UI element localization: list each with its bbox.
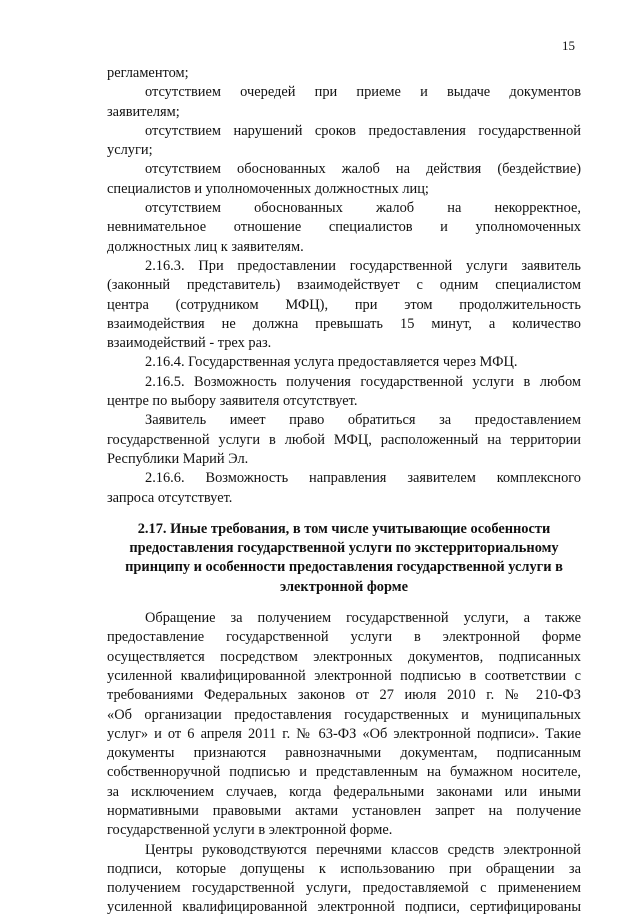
text-line: усиленной квалифицированной электронной подписью в соответствии с [107, 667, 581, 684]
text-line: документы признаются равнозначными документам, подписанным [107, 745, 581, 762]
text-line: 2.16.3. При предоставлении государственной услуги заявитель [145, 257, 581, 274]
spacer [107, 508, 581, 520]
text-line: 2.16.4. Государственная услуга предоставляется через МФЦ. [145, 354, 518, 371]
text-line: отсутствием обоснованных жалоб на некорректное, [145, 200, 581, 217]
document-body [107, 64, 581, 918]
text-line: (законный представитель) взаимодействует с одним специалистом [107, 277, 581, 294]
text-line: «Об организации предоставления государственных и муниципальных [107, 706, 581, 723]
text-line: осуществляется посредством электронных документов, подписанных [107, 648, 581, 665]
spacer [107, 597, 581, 609]
text-line: усиленной квалифицированной электронной подписи, сертифицированы [107, 899, 581, 916]
text-line: взаимодействий - трех раз. [107, 335, 272, 352]
text-line: Обращение за получением государственной услуги, а также [145, 610, 581, 627]
paragraph-block-2-17 [107, 609, 581, 918]
text-line: Центры руководствуются перечнями классов средств электронной [145, 841, 581, 858]
text-line: специалистов и уполномоченных должностных лиц; [107, 180, 429, 197]
page-number: 15 [562, 38, 575, 53]
heading-line: 2.17. Иные требования, в том числе учитывающие особенности [137, 520, 551, 537]
text-line: за исключением случаев, когда федеральными законами или иными [107, 783, 581, 800]
text-line: запроса отсутствует. [107, 489, 233, 506]
heading-line: предоставления государственной услуги по экстерриториальному [129, 540, 559, 557]
text-line: взаимодействия не должна превышать 15 минут, а количество [107, 315, 581, 332]
text-line: регламентом; [107, 65, 189, 81]
text-line: Республики Марий Эл. [107, 450, 249, 467]
text-line: невнимательное отношение специалистов и уполномоченных [107, 219, 581, 236]
text-line: государственной услуги в любой МФЦ, расположенный на территории [107, 431, 581, 448]
section-heading-2-17 [107, 520, 581, 597]
text-line: центра (сотрудником МФЦ), при этом продолжительность [107, 296, 581, 313]
text-line: собственноручной подписью и представленным на бумажном носителе, [107, 764, 581, 781]
heading-line: принципу и особенности предоставления государственной услуги в [125, 559, 563, 576]
text-line: требованиями Федеральных законов от 27 июля 2010 г. № 210-ФЗ [107, 687, 581, 704]
text-line: отсутствием очередей при приеме и выдаче документов [145, 84, 581, 101]
heading-line: электронной форме [280, 578, 408, 595]
text-line: подписи, которые допущены к использованию при обращении за [107, 860, 581, 877]
text-line: получением государственной услуги, предоставляемой с применением [107, 880, 581, 897]
text-line: предоставление государственной услуги в электронной форме [107, 629, 581, 646]
text-line: заявителям; [107, 103, 180, 120]
text-line: услуг» и от 6 апреля 2011 г. № 63-ФЗ «Об электронной подписи». Такие [107, 725, 581, 742]
text-line: 2.16.5. Возможность получения государственной услуги в любом [145, 373, 581, 390]
text-line: 2.16.6. Возможность направления заявителем комплексного [145, 470, 581, 487]
text-line: отсутствием нарушений сроков предоставления государственной [145, 122, 581, 139]
text-line: государственной услуги в электронной форме. [107, 822, 393, 839]
text-line: Заявитель имеет право обратиться за предоставлением [145, 412, 581, 429]
text-line: должностных лиц к заявителям. [107, 238, 304, 255]
text-line: нормативными правовыми актами установлен запрет на получение [107, 802, 581, 819]
paragraph-block-2-16 [107, 64, 581, 508]
text-line: услуги; [107, 142, 153, 159]
text-line: центре по выбору заявителя отсутствует. [107, 393, 358, 410]
text-line: отсутствием обоснованных жалоб на действия (бездействие) [145, 161, 581, 178]
